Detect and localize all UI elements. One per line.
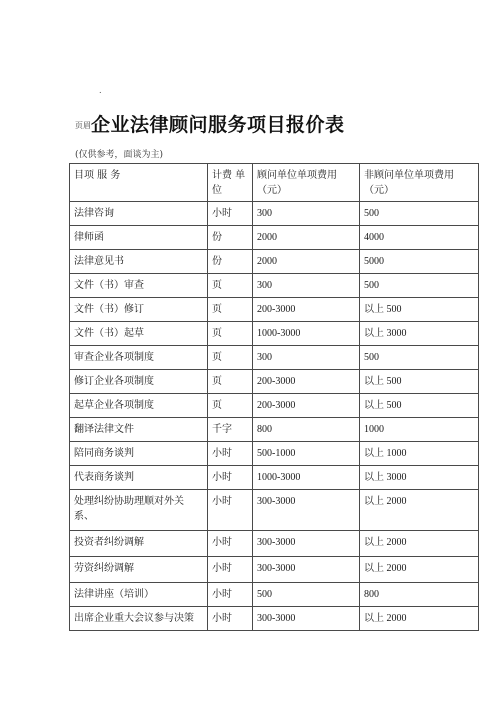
cell-unit: 页 <box>208 370 253 394</box>
cell-client-fee: 200-3000 <box>253 298 360 322</box>
cell-service: 翻译法律文件 <box>70 418 208 442</box>
cell-non-client-fee: 800 <box>360 583 479 607</box>
table-row <box>70 370 479 394</box>
cell-client-fee: 300 <box>253 346 360 370</box>
table-row <box>70 346 479 370</box>
cell-service: 修订企业各项制度 <box>70 370 208 394</box>
cell-service: 起草企业各项制度 <box>70 394 208 418</box>
cell-non-client-fee: 500 <box>360 202 479 226</box>
cell-non-client-fee: 以上 500 <box>360 370 479 394</box>
cell-service: 律师函 <box>70 226 208 250</box>
cell-service: 文件（书）审查 <box>70 274 208 298</box>
cell-unit: 千字 <box>208 418 253 442</box>
cell-client-fee: 2000 <box>253 226 360 250</box>
cell-client-fee: 500-1000 <box>253 442 360 466</box>
cell-service: 代表商务谈判 <box>70 466 208 490</box>
cell-non-client-fee: 以上 2000 <box>360 531 479 557</box>
cell-service: 陪同商务谈判 <box>70 442 208 466</box>
cell-non-client-fee: 5000 <box>360 250 479 274</box>
cell-service: 法律咨询 <box>70 202 208 226</box>
cell-non-client-fee: 以上 2000 <box>360 557 479 583</box>
cell-unit: 小时 <box>208 583 253 607</box>
cell-unit: 小时 <box>208 202 253 226</box>
table-row <box>70 298 479 322</box>
table-row <box>70 557 479 583</box>
cell-unit: 页 <box>208 346 253 370</box>
cell-client-fee: 200-3000 <box>253 370 360 394</box>
cell-non-client-fee: 以上 500 <box>360 394 479 418</box>
table-header-row <box>70 164 479 202</box>
table-row <box>70 531 479 557</box>
cell-client-fee: 800 <box>253 418 360 442</box>
column-header-non-client-fee: 非顾问单位单项费用（元） <box>360 164 479 202</box>
cell-client-fee: 1000-3000 <box>253 322 360 346</box>
cell-unit: 份 <box>208 226 253 250</box>
cell-service: 审查企业各项制度 <box>70 346 208 370</box>
cell-unit: 小时 <box>208 531 253 557</box>
cell-service: 法律意见书 <box>70 250 208 274</box>
cell-client-fee: 1000-3000 <box>253 466 360 490</box>
cell-client-fee: 300-3000 <box>253 557 360 583</box>
table-row <box>70 466 479 490</box>
page-subtitle: (仅供参考，面谈为主) <box>75 150 164 160</box>
cell-client-fee: 300-3000 <box>253 607 360 631</box>
cell-non-client-fee: 以上 3000 <box>360 466 479 490</box>
cell-non-client-fee: 1000 <box>360 418 479 442</box>
cell-client-fee: 200-3000 <box>253 394 360 418</box>
title-row <box>75 110 345 137</box>
table-row <box>70 202 479 226</box>
cell-non-client-fee: 以上 2000 <box>360 490 479 531</box>
table-row <box>70 394 479 418</box>
cell-service: 劳资纠纷调解 <box>70 557 208 583</box>
cell-client-fee: 2000 <box>253 250 360 274</box>
page-title: 企业法律顾问服务项目报价表 <box>91 114 345 136</box>
cell-unit: 小时 <box>208 442 253 466</box>
cell-unit: 页 <box>208 322 253 346</box>
table-row <box>70 583 479 607</box>
cell-non-client-fee: 以上 500 <box>360 298 479 322</box>
cell-client-fee: 300-3000 <box>253 531 360 557</box>
cell-service: 处理纠纷协助理顺对外关系、 <box>70 490 208 531</box>
cell-unit: 小时 <box>208 607 253 631</box>
table-row <box>70 607 479 631</box>
cell-non-client-fee: 4000 <box>360 226 479 250</box>
cell-unit: 小时 <box>208 557 253 583</box>
table-row <box>70 490 479 531</box>
column-header-client-fee: 顾问单位单项费用（元） <box>253 164 360 202</box>
cell-client-fee: 300-3000 <box>253 490 360 531</box>
cell-unit: 页 <box>208 394 253 418</box>
cell-unit: 页 <box>208 298 253 322</box>
cell-unit: 小时 <box>208 466 253 490</box>
table-row <box>70 442 479 466</box>
cell-non-client-fee: 以上 1000 <box>360 442 479 466</box>
column-header-unit: 计费 单位 <box>208 164 253 202</box>
page-header-label: 页眉 <box>75 121 91 130</box>
header-dot: . <box>99 86 102 95</box>
cell-service: 出席企业重大会议参与决策 <box>70 607 208 631</box>
cell-non-client-fee: 以上 2000 <box>360 607 479 631</box>
cell-non-client-fee: 以上 3000 <box>360 322 479 346</box>
column-header-service: 目项 服 务 <box>70 164 208 202</box>
cell-non-client-fee: 500 <box>360 274 479 298</box>
cell-service: 法律讲座（培训） <box>70 583 208 607</box>
table-row <box>70 250 479 274</box>
cell-service: 投资者纠纷调解 <box>70 531 208 557</box>
cell-client-fee: 300 <box>253 202 360 226</box>
table-row <box>70 274 479 298</box>
table-row <box>70 322 479 346</box>
cell-service: 文件（书）修订 <box>70 298 208 322</box>
price-table <box>69 163 479 631</box>
table-row <box>70 226 479 250</box>
cell-non-client-fee: 500 <box>360 346 479 370</box>
cell-unit: 页 <box>208 274 253 298</box>
table-row <box>70 418 479 442</box>
cell-service: 文件（书）起草 <box>70 322 208 346</box>
cell-client-fee: 500 <box>253 583 360 607</box>
cell-unit: 份 <box>208 250 253 274</box>
cell-client-fee: 300 <box>253 274 360 298</box>
cell-unit: 小时 <box>208 490 253 531</box>
